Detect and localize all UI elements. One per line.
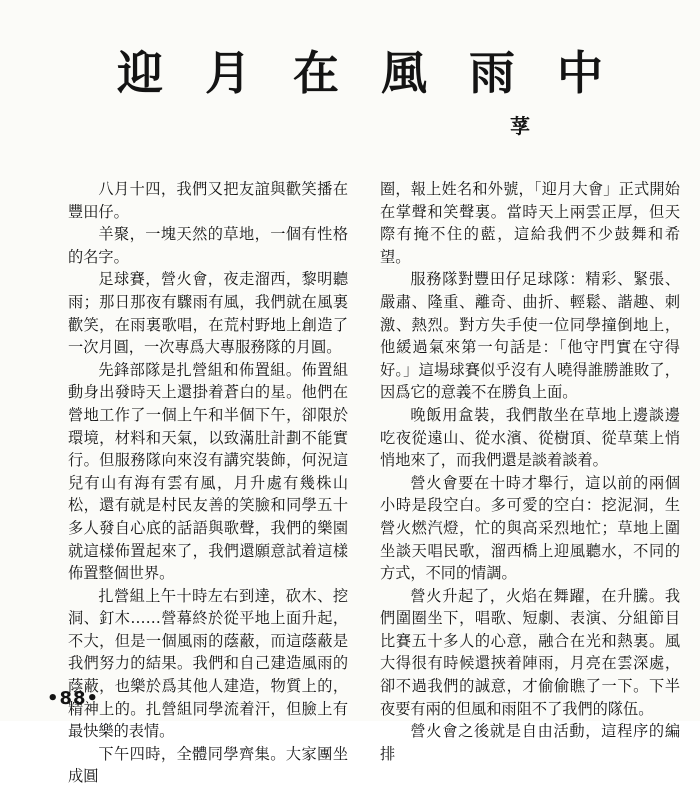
paragraph: 營火會要在十時才舉行，這以前的兩個小時是段空白。多可愛的空白：挖泥洞，生營火燃汽燈，忙的與高采烈地忙；草地上圍坐談天唱民歌，溜西橋上迎風聽水，不同的方式，不同的情調。 [380, 473, 680, 583]
paragraph: 扎營組上午十時左右到達，砍木、挖洞、釘木……營幕終於從平地上面升起，不大，但是一個風雨的蔭蔽，而這蔭蔽是我們努力的結果。我們和自己建造風雨的蔭蔽，也樂於爲其他人建造，物質上的，精神上的。扎營組同學流着汗，但臉上有最快樂的表情。 [68, 586, 348, 741]
article-title [110, 40, 610, 100]
title-char: 月 [205, 46, 251, 100]
title-char: 迎 [117, 46, 163, 100]
paragraph: 下午四時，全體同學齊集。大家團坐成圓 [68, 744, 348, 786]
title-char: 中 [557, 46, 603, 100]
paragraph: 營火升起了，火焰在舞躍，在升騰。我們圍圈坐下，唱歌、短劇、表演、分組節目比賽五十多人的心意，融合在光和熱裏。風大得很有時候還挾着陣雨，月亮在雲深處，卻不過我們的誠意，才偷偷瞧了一下。下半夜要有兩的但風和雨阻不了我們的隊伍。 [380, 586, 680, 718]
paragraph: 羊聚，一塊天然的草地，一個有性格的名字。 [68, 225, 348, 266]
column-gutter [362, 180, 363, 690]
paragraph: 晚飯用盒裝，我們散坐在草地上邊談邊吃夜從遠山、從水濱、從樹頂、從草葉上悄悄地來了，而我們還是談着談着。 [380, 405, 680, 470]
page-number: •88• [47, 688, 100, 709]
paragraph: 八月十四，我們又把友誼與歡笑播在豐田仔。 [68, 180, 348, 221]
paragraph: 營火會之後就是自由活動，這程序的編排 [380, 722, 680, 763]
right-column [380, 178, 680, 765]
left-column [68, 178, 348, 788]
author-name: 莩 [510, 114, 530, 138]
paragraph: 服務隊對豐田仔足球隊：精彩、緊張、嚴肅、隆重、離奇、曲折、輕鬆、諧趣、刺激、熱烈。對方失手使一位同學撞倒地上，他緩過氣來第一句話是：「他守門實在守得好。」這場球賽似乎沒有人曉得誰勝誰敗了，因爲它的意義不在勝負上面。 [380, 270, 680, 402]
paragraph: 先鋒部隊是扎營組和佈置組。佈置組動身出發時天上還掛着蒼白的星。他們在營地工作了一個上午和半個下午，卻限於環境，材料和天氣，以致滿肚計劃不能實行。但服務隊向來沒有講究裝飾，何況這兒有山有海有雲有風，月升處有幾株山松，還有就是村民友善的笑臉和同學五十多人發自心底的話語與歌聲，我們的樂園就這樣佈置起來了，我們還願意試着這樣佈置整個世界。 [68, 360, 348, 583]
paragraph-continued: 圈，報上姓名和外號，「迎月大會」正式開始在掌聲和笑聲裏。當時天上兩雲正厚，但天際有掩不住的藍，這給我們不少鼓舞和希望。 [380, 180, 680, 266]
title-char: 在 [293, 46, 339, 100]
title-char: 雨 [469, 46, 515, 100]
paragraph: 足球賽，營火會，夜走溜西，黎明聽雨；那日那夜有驟雨有風，我們就在風裏歡笑，在雨裏歌唱，在荒村野地上創造了一次月圓，一次專爲大專服務隊的月圓。 [68, 270, 348, 357]
title-char: 風 [381, 46, 427, 100]
